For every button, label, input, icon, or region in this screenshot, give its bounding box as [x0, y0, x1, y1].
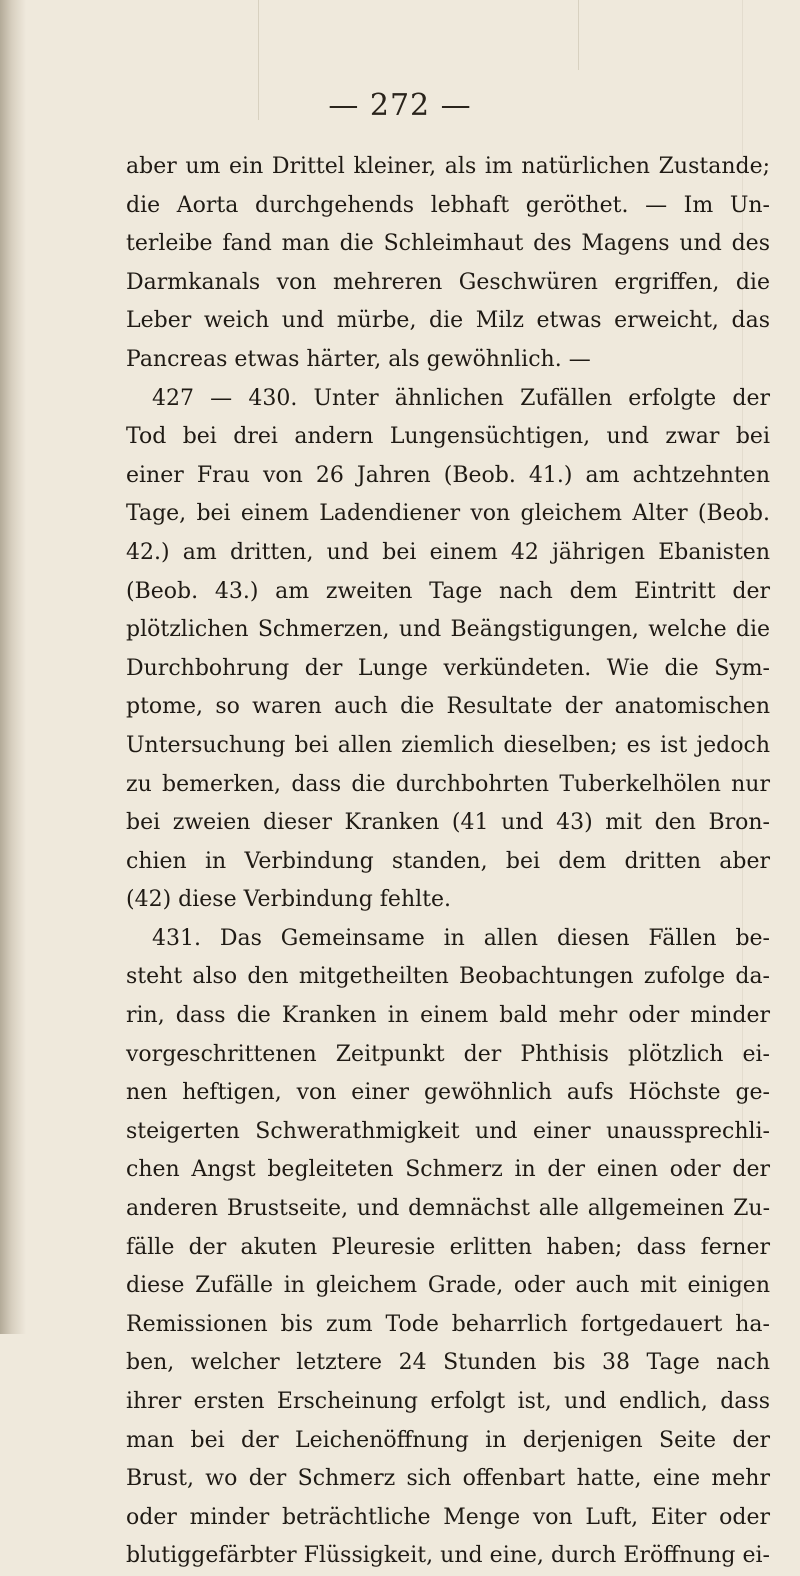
page-number: — 272 —: [328, 88, 472, 123]
text-line: Brust, wo der Schmerz sich offenbart hatte, eine mehr: [126, 1466, 770, 1492]
text-line: vorgeschrittenen Zeitpunkt der Phthisis plötzlich ei-: [126, 1041, 770, 1067]
scan-binding-shadow: [0, 0, 26, 1334]
text-line: Leber weich und mürbe, die Milz etwas erweicht, das: [126, 308, 770, 334]
text-line: oder minder beträchtliche Menge von Luft, Eiter oder: [126, 1504, 770, 1530]
text-line: fälle der akuten Pleuresie erlitten haben; dass ferner: [126, 1234, 770, 1260]
text-line: Tod bei drei andern Lungensüchtigen, und zwar bei: [126, 424, 770, 450]
text-line: zu bemerken, dass die durchbohrten Tuberkelhölen nur: [126, 771, 770, 797]
text-line: chen Angst begleiteten Schmerz in der einen oder der: [126, 1157, 770, 1183]
text-line: ben, welcher letztere 24 Stunden bis 38 Tage nach: [126, 1350, 770, 1376]
text-line: anderen Brustseite, und demnächst alle allgemeinen Zu-: [126, 1196, 770, 1222]
text-line: Tage, bei einem Ladendiener von gleichem Alter (Beob.: [126, 501, 770, 527]
text-line: Remissionen bis zum Tode beharrlich fortgedauert ha-: [126, 1311, 770, 1337]
text-line: chien in Verbindung standen, bei dem dritten aber: [126, 848, 770, 874]
text-line: (Beob. 43.) am zweiten Tage nach dem Eintritt der: [126, 578, 770, 604]
text-line: 427 — 430. Unter ähnlichen Zufällen erfolgte der: [152, 385, 770, 411]
text-line: nen heftigen, von einer gewöhnlich aufs Höchste ge-: [126, 1080, 770, 1106]
text-line: diese Zufälle in gleichem Grade, oder auch mit einigen: [126, 1273, 770, 1299]
text-line: ptome, so waren auch die Resultate der anatomischen: [126, 694, 770, 720]
text-line: 42.) am dritten, und bei einem 42 jährigen Ebanisten: [126, 539, 770, 565]
text-line: plötzlichen Schmerzen, und Beängstigungen, welche die: [126, 617, 770, 643]
text-line: die Aorta durchgehends lebhaft geröthet. — Im Un-: [126, 192, 770, 218]
body-text: [126, 148, 770, 1576]
text-line: steigerten Schwerathmigkeit und einer unaussprechli-: [126, 1118, 770, 1144]
text-line: rin, dass die Kranken in einem bald mehr oder minder: [126, 1003, 770, 1029]
text-line: ihrer ersten Erscheinung erfolgt ist, und endlich, dass: [126, 1389, 770, 1414]
text-line: Durchbohrung der Lunge verkündeten. Wie die Sym-: [126, 655, 770, 681]
text-line: bei zweien dieser Kranken (41 und 43) mit den Bron-: [126, 810, 770, 836]
text-line: terleibe fand man die Schleimhaut des Magens und des: [126, 231, 770, 257]
text-line: man bei der Leichenöffnung in derjenigen Seite der: [126, 1427, 770, 1453]
text-line: Pancreas etwas härter, als gewöhnlich. —: [126, 346, 591, 372]
text-line: Untersuchung bei allen ziemlich dieselben; es ist jedoch: [126, 732, 770, 758]
text-line: aber um ein Drittel kleiner, als im natürlichen Zustande;: [126, 154, 770, 179]
text-line: blutiggefärbter Flüssigkeit, und eine, durch Eröffnung ei-: [126, 1543, 770, 1569]
text-line: 431. Das Gemeinsame in allen diesen Fällen be-: [152, 925, 770, 951]
text-line: (42) diese Verbindung fehlte.: [126, 887, 452, 913]
text-line: steht also den mitgetheilten Beobachtungen zufolge da-: [126, 964, 770, 990]
text-line: einer Frau von 26 Jahren (Beob. 41.) am achtzehnten: [126, 462, 770, 488]
scan-streak: [578, 0, 579, 70]
text-line: Darmkanals von mehreren Geschwüren ergriffen, die: [126, 269, 770, 295]
